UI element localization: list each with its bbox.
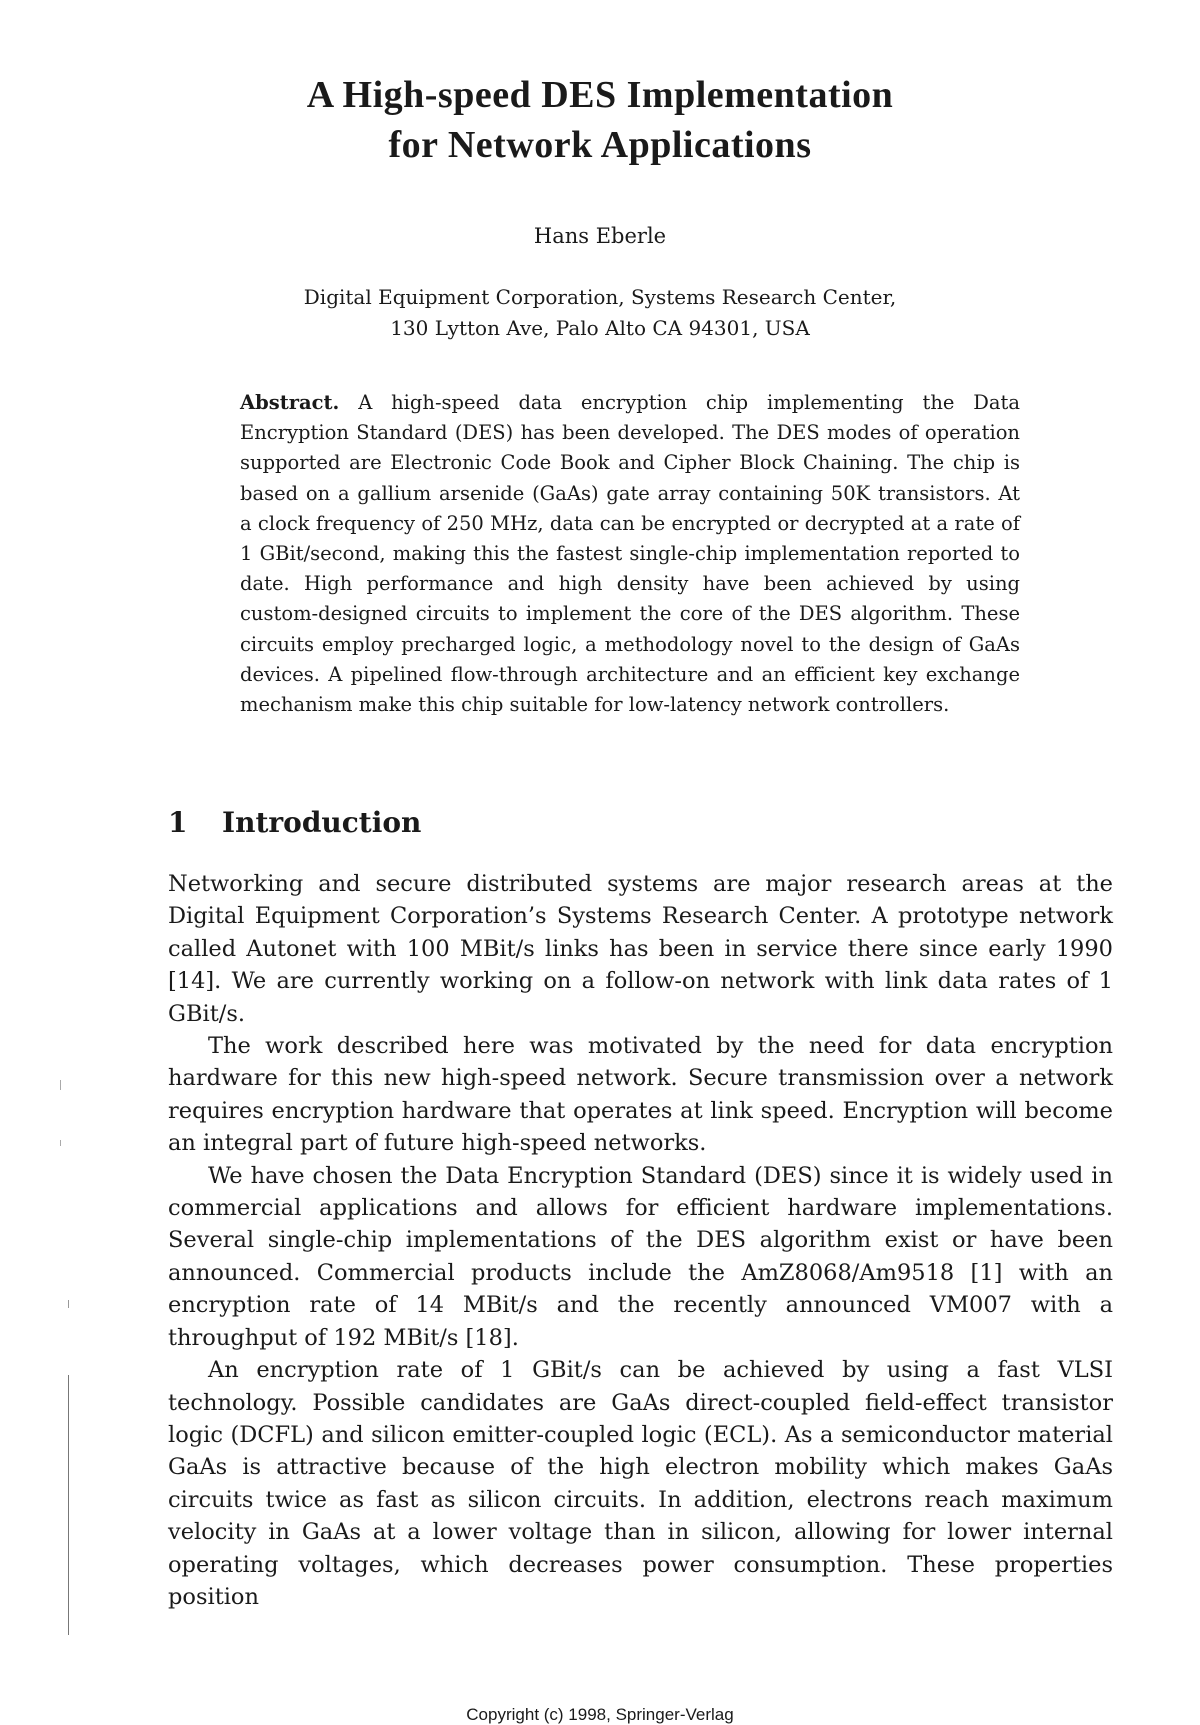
- paragraph: An encryption rate of 1 GBit/s can be achieved by using a fast VLSI technology. Possible candidates are GaAs direct-coupled field-effect transistor logic (DCFL) and silicon emitter-coupled logic (ECL). As a semiconductor material GaAs is attractive because of the high electron mobility which makes GaAs circuits twice as fast as silicon circuits. In addition, electrons reach maximum velocity in GaAs at a lower voltage than in silicon, allowing for lower internal operating voltages, which decreases power consumption. These properties position: [168, 1357, 1113, 1610]
- scan-margin-mark: [60, 1140, 61, 1146]
- introduction-body: [168, 868, 1113, 1613]
- copyright-footer: Copyright (c) 1998, Springer-Verlag: [466, 1705, 734, 1724]
- scan-margin-mark: [60, 1080, 61, 1090]
- paragraph: Networking and secure distributed systems are major research areas at the Digital Equipment Corporation’s Systems Research Center. A prototype network called Autonet with 100 MBit/s links has been in service there since early 1990 [14]. We are currently working on a follow-on network with link data rates of 1 GBit/s.: [168, 871, 1113, 1027]
- section-number: 1: [168, 806, 188, 839]
- abstract: [240, 388, 1020, 720]
- author-name: Hans Eberle: [533, 224, 667, 248]
- paper-title: [150, 70, 1050, 170]
- affiliation-line-2: 130 Lytton Ave, Palo Alto CA 94301, USA: [390, 316, 810, 340]
- scan-margin-mark: [68, 1300, 69, 1308]
- abstract-text: A high-speed data encryption chip implementing the Data Encryption Standard (DES) has been developed. The DES modes of operation supported are Electronic Code Book and Cipher Block Chaining. The chip is based on a gallium arsenide (GaAs) gate array containing 50K transistors. At a clock frequency of 250 MHz, data can be encrypted or decrypted at a rate of 1 GBit/second, making this the fastest single-chip implementation reported to date. High performance and high density have been achieved by using custom-designed circuits to implement the core of the DES algorithm. These circuits employ precharged logic, a methodology novel to the design of GaAs devices. A pipelined flow-through architecture and an efficient key exchange mechanism make this chip suitable for low-latency network controllers.: [240, 391, 1021, 717]
- affiliation: [150, 282, 1050, 344]
- scan-margin-mark: [68, 1375, 69, 1635]
- section-title: Introduction: [222, 806, 422, 839]
- title-line-2: for Network Applications: [388, 124, 812, 166]
- affiliation-line-1: Digital Equipment Corporation, Systems Research Center,: [303, 285, 897, 309]
- paragraph: The work described here was motivated by the need for data encryption hardware for this new high-speed network. Secure transmission over a network requires encryption hardware that operates at link speed. Encryption will become an integral part of future high-speed networks.: [168, 1033, 1113, 1157]
- paragraph: We have chosen the Data Encryption Standard (DES) since it is widely used in commercial applications and allows for efficient hardware implementations. Several single-chip implementations of the DES algorithm exist or have been announced. Commercial products include the AmZ8068/Am9518 [1] with an encryption rate of 14 MBit/s and the recently announced VM007 with a throughput of 192 MBit/s [18].: [168, 1162, 1113, 1351]
- section-heading-introduction: [168, 806, 421, 839]
- title-line-1: A High-speed DES Implementation: [306, 74, 894, 116]
- abstract-label: Abstract.: [240, 391, 340, 414]
